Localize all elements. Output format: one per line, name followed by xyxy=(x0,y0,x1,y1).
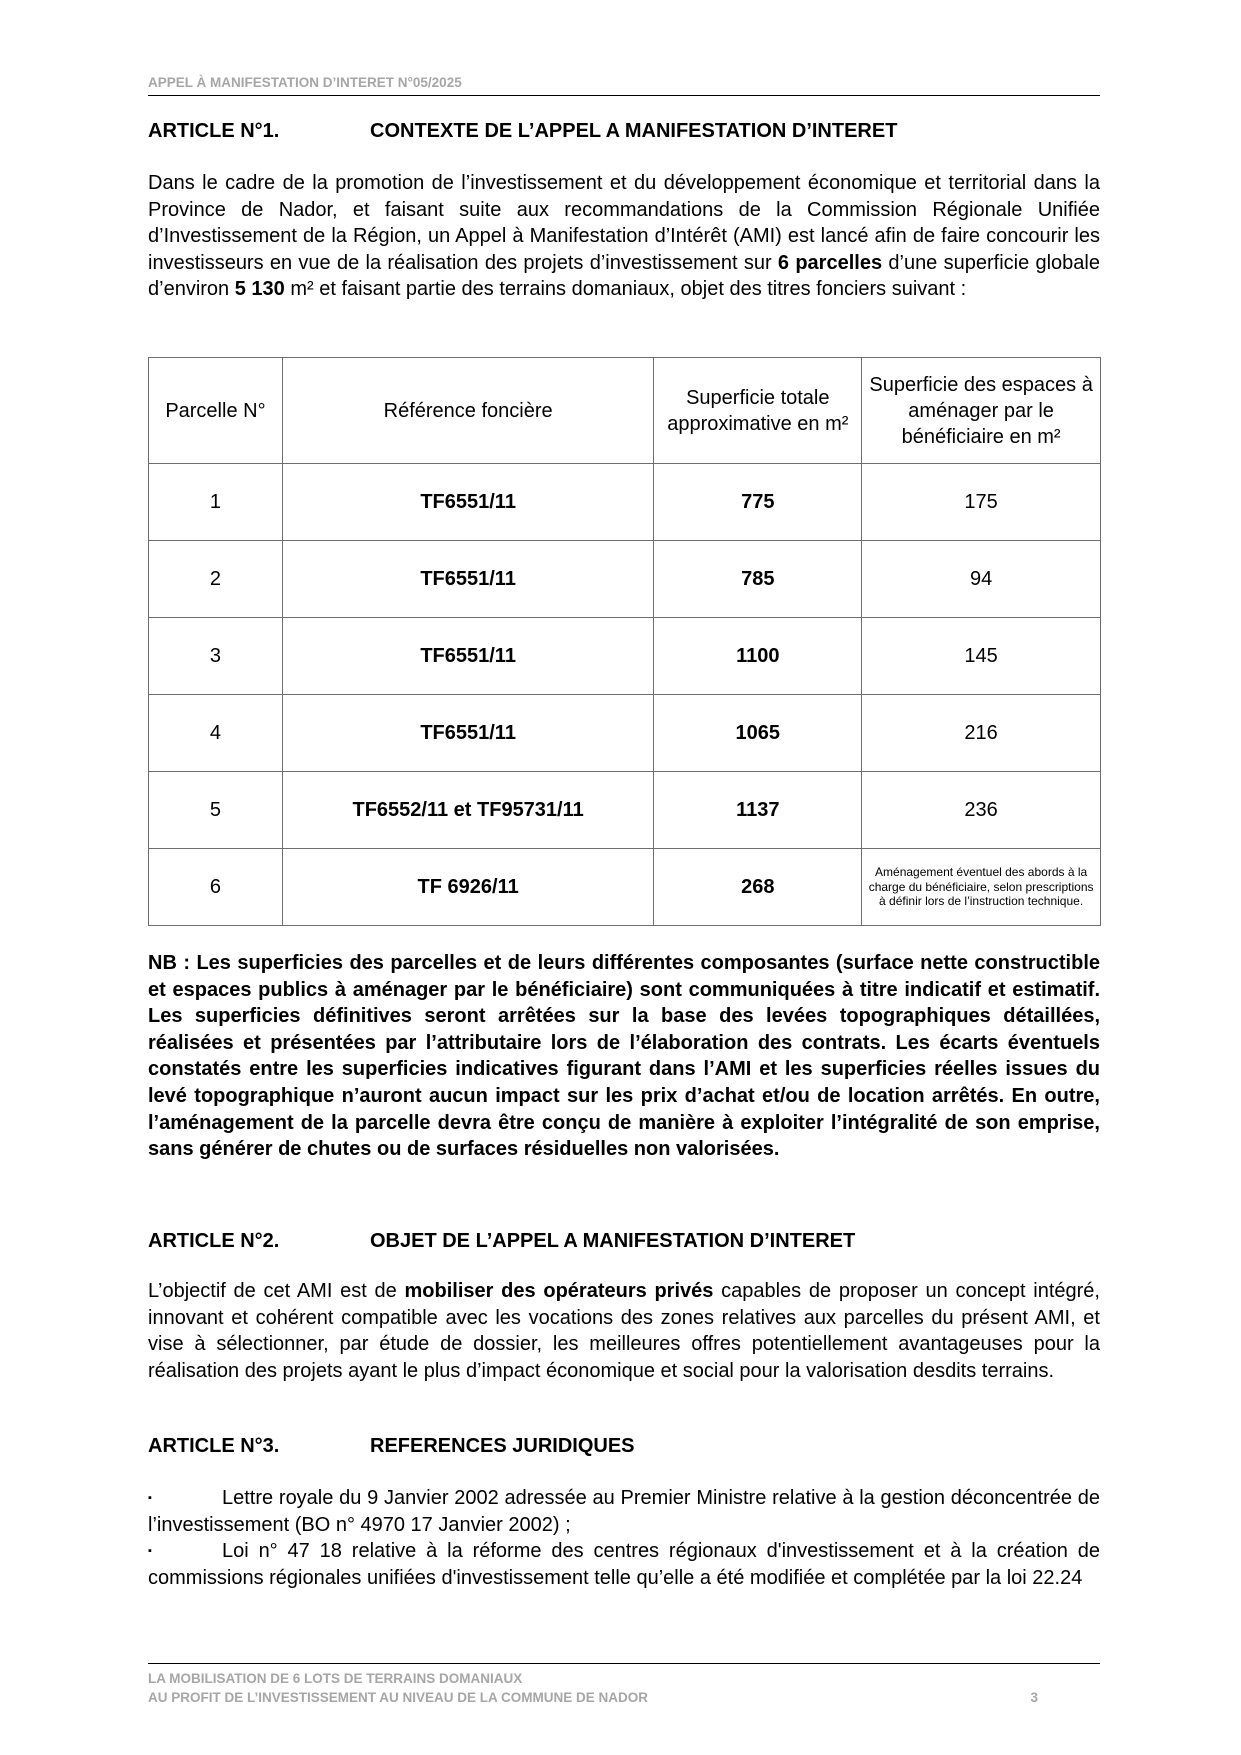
cell-reference: TF6551/11 xyxy=(282,618,653,695)
cell-parcelle: 1 xyxy=(149,464,283,541)
table-header-row xyxy=(149,358,1101,464)
text-run: Dans le cadre de la promotion de l’investissement et du développement économique et territorial dans la Province de Nador, et faisant suite aux recommandations de la Commission Régionale Unifiée d’Investissement de la Région, un Appel à Manifestation d’Intérêt (AMI) est lancé afin de faire concourir les investisseurs en vue de la réalisation des projets d’investissement sur xyxy=(148,172,1100,274)
cell-superficie: 775 xyxy=(654,464,862,541)
page-number: 3 xyxy=(1030,1690,1038,1705)
square-bullet-icon: ▪ xyxy=(148,1492,152,1504)
article-2-heading xyxy=(148,1229,1100,1253)
cell-espaces: 94 xyxy=(862,541,1101,618)
article-2-number: ARTICLE N°2. xyxy=(148,1230,280,1252)
cell-parcelle: 3 xyxy=(149,618,283,695)
text-run: capables de proposer un concept intégré, innovant et cohérent compatible avec les vocations des zones relatives aux parcelles du présent AMI, et vise à sélectionner, par étude de dossier, les meilleures offres potentiellement avantageuses pour la réalisation des projets ayant le plus d’impact économique et social pour la valorisation desdits terrains. xyxy=(148,1280,1100,1382)
cell-superficie: 268 xyxy=(654,849,862,926)
article-1-paragraph xyxy=(148,170,1100,303)
col-header-reference: Référence foncière xyxy=(282,358,653,464)
table-row xyxy=(149,849,1101,926)
table-row xyxy=(149,695,1101,772)
article-3-number: ARTICLE N°3. xyxy=(148,1435,280,1457)
cell-superficie: 785 xyxy=(654,541,862,618)
bold-run: 6 parcelles xyxy=(777,251,883,274)
header-rule xyxy=(148,95,1100,96)
cell-espaces: 236 xyxy=(862,772,1101,849)
list-item xyxy=(148,1538,1100,1591)
article-2-paragraph xyxy=(148,1278,1100,1384)
col-header-espaces: Superficie des espaces à aménager par le bénéficiaire en m² xyxy=(862,358,1101,464)
cell-reference: TF 6926/11 xyxy=(282,849,653,926)
article-3-heading xyxy=(148,1434,1100,1458)
cell-reference: TF6551/11 xyxy=(282,464,653,541)
page-header xyxy=(148,75,1100,96)
list-item-text: Loi n° 47 18 relative à la réforme des centres régionaux d'investissement et à la création de commissions régionales unifiées d'investissement telle qu’elle a été modifiée et complétée par la loi 22.24 xyxy=(148,1540,1100,1589)
page-footer xyxy=(148,1663,1100,1707)
bold-run: 5 130 xyxy=(234,278,285,301)
col-header-parcelle: Parcelle N° xyxy=(149,358,283,464)
footer-line-2 xyxy=(148,1688,1100,1707)
article-3-title: REFERENCES JURIDIQUES xyxy=(370,1435,635,1457)
cell-parcelle: 6 xyxy=(149,849,283,926)
table-row xyxy=(149,618,1101,695)
list-item-text: Lettre royale du 9 Janvier 2002 adressée au Premier Ministre relative à la gestion déconcentrée de l’investissement (BO n° 4970 17 Janvier 2002) ; xyxy=(148,1487,1100,1536)
cell-reference: TF6552/11 et TF95731/11 xyxy=(282,772,653,849)
cell-parcelle: 2 xyxy=(149,541,283,618)
cell-superficie: 1100 xyxy=(654,618,862,695)
col-header-superficie: Superficie totale approximative en m² xyxy=(654,358,862,464)
text-run: m² et faisant partie des terrains domaniaux, objet des titres fonciers suivant : xyxy=(284,278,967,301)
footer-line-1: LA MOBILISATION DE 6 LOTS DE TERRAINS DOMANIAUX xyxy=(148,1671,523,1686)
cell-espaces: 145 xyxy=(862,618,1101,695)
article-1-number: ARTICLE N°1. xyxy=(148,120,280,142)
square-bullet-icon: ▪ xyxy=(148,1545,152,1558)
bold-run: mobiliser des opérateurs privés xyxy=(404,1280,714,1302)
cell-reference: TF6551/11 xyxy=(282,541,653,618)
legal-references-list xyxy=(148,1485,1100,1591)
nb-paragraph: NB : Les superficies des parcelles et de leurs différentes composantes (surface nette constructible et espaces publics à aménager par le bénéficiaire) sont communiquées à titre indicatif et estimatif. Les superficies définitives seront arrêtées sur la base des levées topographiques détaillées, réalisées et présentées par l’attributaire lors de l’élaboration des contrats. Les écarts éventuels constatés entre les superficies indicatives figurant dans l’AMI et les superficies réelles issues du levé topographique n’auront aucun impact sur les prix d’achat et/ou de location arrêtés. En outre, l’aménagement de la parcelle devra être conçu de manière à exploiter l’intégralité de son emprise, sans générer de chutes ou de surfaces résiduelles non valorisées. xyxy=(148,952,1100,1161)
article-1-title: CONTEXTE DE L’APPEL A MANIFESTATION D’INTERET xyxy=(370,120,898,142)
cell-reference: TF6551/11 xyxy=(282,695,653,772)
article-1-heading xyxy=(148,119,1100,143)
footer-line-2-text: AU PROFIT DE L’INVESTISSEMENT AU NIVEAU DE LA COMMUNE DE NADOR xyxy=(148,1690,649,1705)
cell-espaces-note: Aménagement éventuel des abords à la charge du bénéficiaire, selon prescriptions à définir lors de l’instruction technique. xyxy=(862,849,1101,926)
cell-superficie: 1137 xyxy=(654,772,862,849)
cell-parcelle: 4 xyxy=(149,695,283,772)
cell-espaces: 216 xyxy=(862,695,1101,772)
text-run: d’une superficie globale d’environ xyxy=(148,251,1100,301)
table-row xyxy=(149,464,1101,541)
list-item xyxy=(148,1485,1100,1538)
cell-superficie: 1065 xyxy=(654,695,862,772)
cell-espaces: 175 xyxy=(862,464,1101,541)
footer-rule xyxy=(148,1663,1100,1664)
header-title: APPEL À MANIFESTATION D’INTERET N°05/2025 xyxy=(148,75,462,90)
parcels-table xyxy=(148,357,1101,926)
table-row xyxy=(149,772,1101,849)
cell-parcelle: 5 xyxy=(149,772,283,849)
text-run: L’objectif de cet AMI est de xyxy=(148,1280,405,1302)
table-row xyxy=(149,541,1101,618)
article-2-title: OBJET DE L’APPEL A MANIFESTATION D’INTERET xyxy=(370,1230,856,1252)
